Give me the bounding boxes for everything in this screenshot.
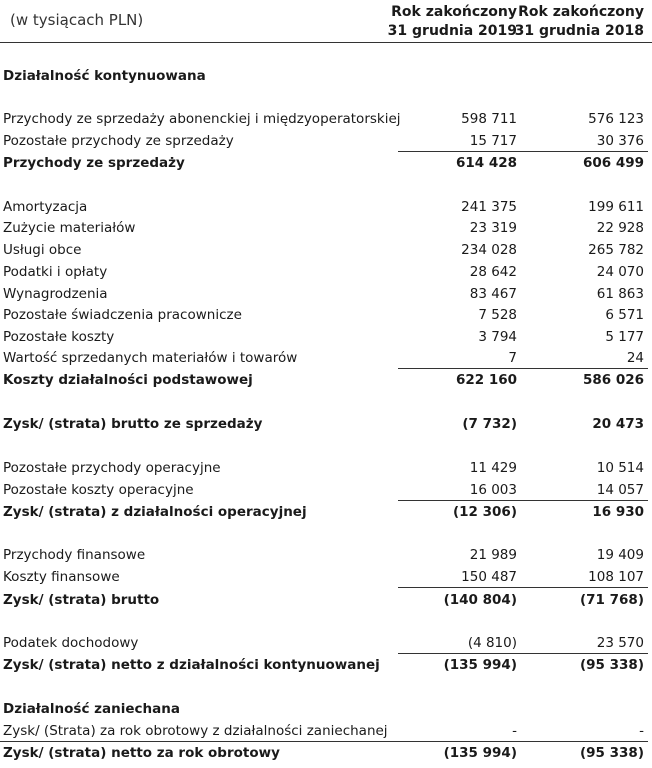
row-label: Wynagrodzenia: [3, 286, 108, 302]
value-2019: 15 717: [469, 133, 517, 149]
table-row: [0, 262, 652, 284]
row-label: Usługi obce: [3, 242, 82, 258]
value-2018: 265 782: [588, 242, 644, 258]
column-header-2019-line2: 31 grudnia 2019: [387, 23, 517, 39]
table-row: [0, 131, 652, 153]
subtotal-rule: [398, 368, 648, 369]
row-label: Przychody ze sprzedaży abonenckiej i międzyoperatorskiej: [3, 111, 401, 127]
row-label: Zysk/ (Strata) za rok obrotowy z działalności zaniechanej: [3, 723, 388, 739]
value-2018: 16 930: [592, 504, 644, 520]
value-2019: (140 804): [443, 592, 517, 608]
row-label: Zużycie materiałów: [3, 220, 136, 236]
value-2019: (135 994): [443, 745, 517, 761]
value-2018: 199 611: [588, 199, 644, 215]
row-label: Zysk/ (strata) brutto: [3, 592, 160, 608]
value-2019: (7 732): [462, 416, 517, 432]
header-divider: [0, 42, 652, 43]
value-2019: 234 028: [461, 242, 517, 258]
row-label: Zysk/ (strata) netto za rok obrotowy: [3, 745, 280, 761]
row-label: Zysk/ (strata) netto z działalności kontynuowanej: [3, 657, 380, 673]
value-2019: 11 429: [469, 460, 517, 476]
value-2019: 3 794: [478, 329, 517, 345]
value-2018: 586 026: [582, 372, 644, 388]
row-label: Pozostałe koszty: [3, 329, 115, 345]
subtotal-rule: [398, 653, 648, 654]
row-label: Zysk/ (strata) z działalności operacyjnej: [3, 504, 307, 520]
row-label: Przychody finansowe: [3, 547, 146, 563]
row-label: Podatki i opłaty: [3, 264, 108, 280]
value-2018: 19 409: [596, 547, 644, 563]
value-2018: (95 338): [579, 745, 644, 761]
value-2018: 606 499: [582, 155, 644, 171]
value-2019: 23 319: [469, 220, 517, 236]
row-label: Działalność zaniechana: [3, 701, 180, 717]
value-2018: 61 863: [596, 286, 644, 302]
subtotal-rule: [398, 500, 648, 501]
column-header-2018: [515, 3, 644, 41]
value-2019: 16 003: [469, 482, 517, 498]
table-row: [0, 458, 652, 480]
table-row: [0, 633, 652, 655]
value-2019: 83 467: [469, 286, 517, 302]
row-label: Pozostałe przychody operacyjne: [3, 460, 221, 476]
value-2019: 241 375: [461, 199, 517, 215]
table-row: [0, 655, 652, 677]
value-2018: 6 571: [605, 307, 644, 323]
row-label: Pozostałe świadczenia pracownicze: [3, 307, 242, 323]
subtotal-rule: [398, 587, 648, 588]
row-label: Przychody ze sprzedaży: [3, 155, 185, 171]
value-2018: 23 570: [596, 635, 644, 651]
table-row: [0, 240, 652, 262]
table-row: [0, 284, 652, 306]
column-header-2018-line1: Rok zakończony: [518, 4, 644, 20]
value-2018: 30 376: [596, 133, 644, 149]
table-row: [0, 545, 652, 567]
table-row: [0, 327, 652, 349]
table-row: [0, 743, 652, 765]
row-label: Pozostałe koszty operacyjne: [3, 482, 194, 498]
section-heading-continuing: [0, 66, 652, 88]
row-label: Koszty działalności podstawowej: [3, 372, 253, 388]
row-label: Pozostałe przychody ze sprzedaży: [3, 133, 234, 149]
column-header-2019-line1: Rok zakończony: [391, 4, 517, 20]
row-label: Wartość sprzedanych materiałów i towarów: [3, 350, 298, 366]
table-row: [0, 414, 652, 436]
value-2018: 14 057: [596, 482, 644, 498]
value-2019: (12 306): [452, 504, 517, 520]
value-2019: -: [512, 723, 517, 739]
unit-label: (w tysiącach PLN): [10, 11, 144, 29]
value-2019: 614 428: [455, 155, 517, 171]
table-row: [0, 502, 652, 524]
value-2018: 576 123: [588, 111, 644, 127]
value-2018: (95 338): [579, 657, 644, 673]
subtotal-rule: [0, 741, 648, 742]
row-label: Amortyzacja: [3, 199, 88, 215]
value-2018: 10 514: [596, 460, 644, 476]
value-2018: 22 928: [596, 220, 644, 236]
row-label: Koszty finansowe: [3, 569, 120, 585]
table-row: [0, 197, 652, 219]
value-2019: 150 487: [461, 569, 517, 585]
value-2019: (4 810): [467, 635, 517, 651]
value-2018: -: [639, 723, 644, 739]
table-row: [0, 721, 652, 743]
value-2018: 24 070: [596, 264, 644, 280]
column-header-2018-line2: 31 grudnia 2018: [514, 23, 644, 39]
table-row: [0, 567, 652, 589]
value-2019: 28 642: [469, 264, 517, 280]
table-row: [0, 109, 652, 131]
value-2019: 7 528: [478, 307, 517, 323]
value-2018: (71 768): [579, 592, 644, 608]
section-heading-discontinued: [0, 699, 652, 721]
table-row: [0, 480, 652, 502]
row-label: Zysk/ (strata) brutto ze sprzedaży: [3, 416, 263, 432]
table-row: [0, 348, 652, 370]
value-2018: 5 177: [605, 329, 644, 345]
table-row: [0, 305, 652, 327]
value-2018: 20 473: [592, 416, 644, 432]
table-row: [0, 218, 652, 240]
row-label: Działalność kontynuowana: [3, 68, 206, 84]
table-row: [0, 590, 652, 612]
value-2019: 21 989: [469, 547, 517, 563]
value-2019: 7: [508, 350, 517, 366]
value-2019: (135 994): [443, 657, 517, 673]
column-header-2019: [388, 3, 517, 41]
value-2019: 622 160: [455, 372, 517, 388]
subtotal-rule: [398, 151, 648, 152]
value-2018: 24: [626, 350, 644, 366]
row-label: Podatek dochodowy: [3, 635, 139, 651]
table-row: [0, 153, 652, 175]
table-row: [0, 370, 652, 392]
value-2019: 598 711: [461, 111, 517, 127]
value-2018: 108 107: [588, 569, 644, 585]
